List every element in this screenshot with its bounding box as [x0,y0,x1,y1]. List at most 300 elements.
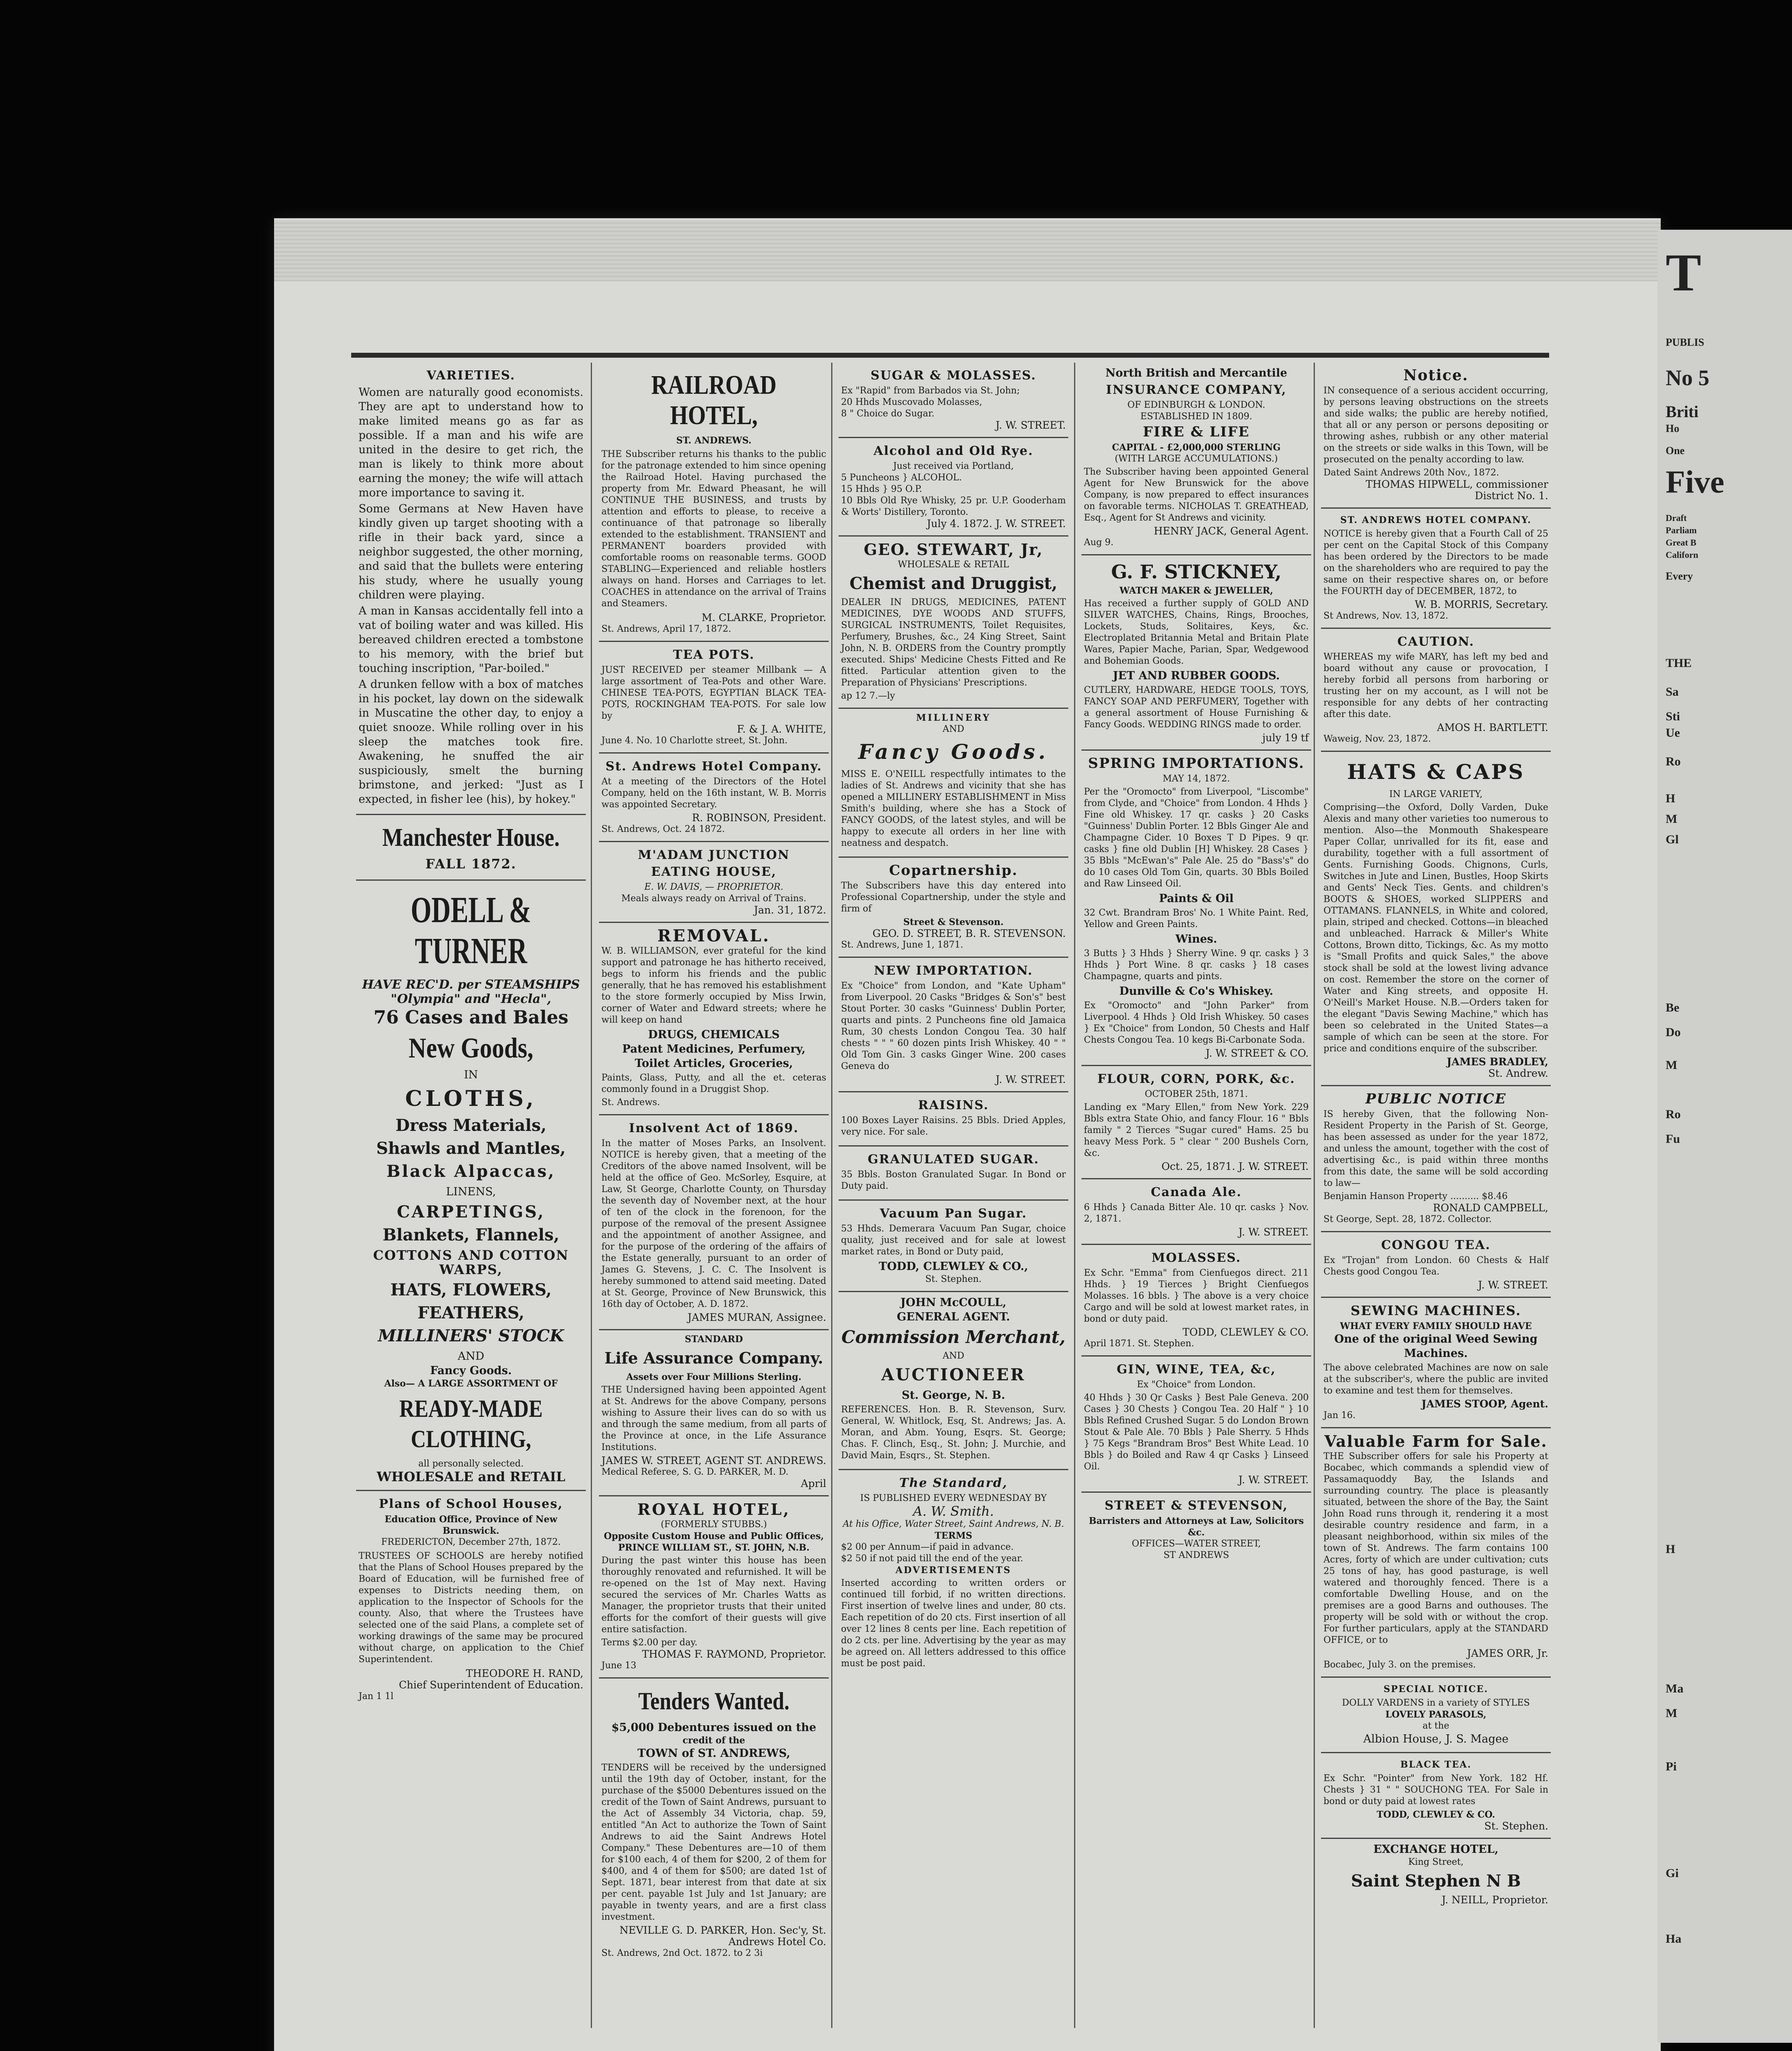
paragraph: THE Subscriber offers for sale his Property at Bocabec, which commands a splendid view of Passamaquoddy Bay, the Islands and surrounding country. The place is pleasantly situated, between the shore of the Bay, the Saint John Road runs through it, rendering it a most desirable country residence and farm, in a pleasant neighborhood, within six miles of the town of St. Andrews. The farm contains 100 Acres, forty of which are under cultivation; cuts 25 tons of hay, has good pasturage, is well watered and thoroughly fenced. There is a comfortable Dwelling House, and on the premises are a good Barns and outhouses. The property will be sold with or without the crop. For further particulars, apply at the STANDARD OFFICE, or to [1323,1451,1548,1645]
signature: St. Andrew. [1488,1067,1548,1079]
ad-line: FEATHERS, [417,1303,525,1322]
paragraph: Paints, Glass, Putty, and all the et. ceteras commonly found in a Druggist Shop. [601,1073,826,1094]
black-tea-ad [1321,1753,1551,1839]
ad-line: A. W. Smith. [913,1503,994,1519]
signature: J. W. STREET. [995,1073,1066,1085]
paragraph: 40 Hhds } 30 Qr Casks } Best Pale Geneva. 200 Cases } 30 Chests } Congou Tea. 20 Half " } 10 Bbls Refined Crushed Sugar. 5 do London Brown Stout & Pale Ale. 70 Bbls } Pale Sherry. 5 Hhds } 75 Kegs "Brandram Bros" Best White Lead. 10 Bbls } do Boiled and Raw 4 qr Casks } Linseed Oil. [1084,1393,1309,1472]
ad-line: One of the original Weed Sewing Machines. [1334,1333,1538,1360]
ad-line: Albion House, J. S. Magee [1363,1733,1509,1745]
ad-title: FLOUR, CORN, PORK, &c. [1097,1072,1296,1086]
ad-dateline: St. Andrews, Oct. 24 1872. [601,824,725,834]
ad-line: TERMS [935,1530,972,1541]
right-page-fragment: THE [1666,656,1692,670]
ad-line: CARPETINGS, [397,1202,545,1222]
ad-title: NEW IMPORTATION. [874,964,1033,978]
ad-title: St. Andrews Hotel Company. [606,759,822,774]
ad-title: RAILROAD HOTEL, [651,370,777,430]
paragraph: 3 Butts } 3 Hhds } Sherry Wine. 9 qr. casks } 3 Hhds } Port Wine. 8 qr. casks } 18 cases Champagne, quarts and pints. [1084,948,1309,982]
paragraph: NOTICE is hereby given that a Fourth Call of 25 per cent on the Capital Stock of this Company has been ordered by the Directors to be made on the shareholders who are required to pay the same on their respective shares on, or before the FOURTH day of DECEMBER, 1872, to [1323,529,1548,596]
page-edge [274,220,1661,281]
ad-line: LINENS, [446,1185,496,1198]
ad-line: North British and Mercantile [1105,367,1287,379]
hats-caps-ad [1321,752,1551,1086]
right-page-fragment: Ma [1666,1682,1684,1695]
paragraph: WHEREAS my wife MARY, has left my bed and board without any cause or provocation, I hereby forbid all persons from harboring or trusting her on my account, as I will not be responsible for any debts of her contracting after this date. [1323,652,1548,719]
ad-line: Shawls and Mantles, [376,1139,566,1158]
ad-line: Toilet Articles, Groceries, [635,1057,793,1070]
masthead-rule [351,353,1549,358]
ad-title: SEWING MACHINES. [1351,1303,1521,1318]
paragraph: Landing ex "Mary Ellen," from New York. 229 Bbls extra State Ohio, and fancy Flour. 16 " Bbls family " 2 Tierces "Sugar cured" Hams. 25 bu heavy Mess Pork. 5 " clear " 200 Bushels Corn, &c. [1084,1102,1309,1158]
ad-line: READY-MADE CLOTHING, [399,1395,543,1453]
life-assurance-ad [599,1330,829,1496]
paragraph: Has received a further supply of GOLD AND SILVER WATCHES, Chains, Rings, Brooches, Lockets, Studs, Solitaires, Keys, &c. Electroplated Britannia Metal and Britain Plate Wares, Papier Mache, Parian, Spar, Wedgewood and Bohemian Goods. [1084,598,1309,666]
right-page-fragment: Sti [1666,710,1680,723]
removal-ad [599,923,829,1115]
paragraph: CUTLERY, HARDWARE, HEDGE TOOLS, TOYS, FANCY SOAP AND PERFUMERY, Together with a general assortment of House Furnishing & Fancy Goods. WEDDING RINGS made to order. [1084,685,1309,730]
paragraph: Ex Schr. "Emma" from Cienfuegos direct. 211 Hhds. } 19 Tierces } Bright Cienfuegos Molasses. 16 bbls. } The above is a very choice Cargo and will be sold at lowest market rates, in bond or duty paid. [1084,1268,1309,1324]
signature: W. B. MORRIS, Secretary. [1415,598,1548,610]
paragraph: Ex "Trojan" from London. 60 Chests & Half Chests good Congou Tea. [1323,1255,1548,1277]
paragraph: The Subscriber having been appointed General Agent for New Brunswick for the above Company, is now prepared to effect insurances on favorable terms. NICHOLAS T. GREATHEAD, Esq., Agent for St Andrews and vicinity. [1084,467,1309,523]
adjacent-page [1657,230,1792,2043]
ad-title: RAISINS. [918,1098,989,1112]
ad-subtitle: (FORMERLY STUBBS.) [661,1519,767,1530]
paragraph: 53 Hhds. Demerara Vacuum Pan Sugar, choice quality, just received and for sale at lowest market rates, in Bond or Duty paid, [841,1224,1066,1257]
ad-dateline: St. Andrews. [601,1097,660,1108]
ad-subtitle: IN LARGE VARIETY, [1389,789,1483,799]
signature: R. ROBINSON, President. [692,812,826,824]
paragraph: During the past winter this house has been thoroughly renovated and refurnished. It will be re-opened on the 1st of May next. Having secured the services of Mr. Charles Watts as Manager, the proprietor trusts that their united efforts for the comfort of their guests will give entire satisfaction. [601,1555,826,1635]
ad-line: ESTABLISHED IN 1809. [1140,411,1253,422]
ad-line: HAVE REC'D. per STEAMSHIPS [362,978,580,992]
ad-title: GEO. STEWART, Jr, [864,540,1043,559]
signature: Oct. 25, 1871. J. W. STREET. [1161,1160,1309,1172]
ad-line: credit of the [682,1735,745,1746]
spring-importations-ad [1081,751,1311,1066]
millinery-ad [839,709,1068,858]
column-3 [839,363,1068,2028]
manchester-house-ad [356,815,586,881]
right-page-fragment: Be [1666,1001,1680,1014]
ad-dateline: June 13 [601,1660,637,1671]
ad-dateline: Waweig, Nov. 23, 1872. [1323,734,1431,744]
ad-line: Paints & Oil [1159,892,1234,905]
copartnership-notice [839,858,1068,958]
ad-title: Valuable Farm for Sale. [1324,1432,1547,1450]
ad-dateline: June 4. No. 10 Charlotte street, St. John. [601,735,788,746]
ad-title: Tenders Wanted. [638,1688,790,1715]
ad-dateline: Bocabec, July 3. on the premises. [1323,1660,1476,1670]
signature: JAMES ORR, Jr. [1467,1647,1548,1659]
ad-dateline: St. Andrews, June 1, 1871. [841,940,963,950]
hotel-company-notice [599,754,829,842]
ad-line: ADVERTISEMENTS [895,1565,1012,1576]
column-1 [356,363,586,2028]
ad-line: TOWN of ST. ANDREWS, [637,1747,791,1760]
right-page-fragment: Five [1666,464,1724,500]
ad-dateline: St. Andrews, April 17, 1872. [601,624,731,634]
paragraph: 6 Hhds } Canada Bitter Ale. 10 qr. casks } Nov. 2, 1871. [1084,1202,1309,1224]
right-page-fragment: M [1666,1058,1678,1072]
paragraph: A drunken fellow with a box of matches in his pocket, lay down on the sidewalk in Muscatine the other day, to enjoy a quiet snooze. While rolling over in his sleep the matches took fire. Awakening, he snuffed the air suspiciously, smelt the burning brimstone, and jerked: "Just as I expected, in fisher lee (his), by hokey." [359,678,583,806]
ad-dateline: April 1871. St. Stephen. [1084,1338,1194,1349]
ad-line: FIRE & LIFE [1143,424,1250,440]
ad-line: MILLINERY [916,713,991,723]
ad-subtitle: Ex "Choice" from London. [1137,1380,1256,1390]
vacuum-pan-sugar-ad [839,1201,1068,1292]
ad-line: $2 50 if not paid till the end of the year. [841,1553,1023,1564]
ad-title: Plans of School Houses, [379,1497,563,1511]
section-heading: VARIETIES. [426,368,516,383]
ad-subtitle: Education Office, Province of New Brunswick. [384,1514,558,1536]
paragraph: JUST RECEIVED per steamer Millbank — A large assortment of Tea-Pots and other Ware. CHINESE TEA-POTS, EGYPTIAN BLACK TEA-POTS, ROCKINGHAM TEA-POTS. For sale low by [601,665,826,721]
ad-line: LOVELY PARASOLS, [1385,1709,1487,1720]
right-page-fragment: Fu [1666,1132,1680,1146]
right-page-fragment: Every [1666,570,1693,582]
ad-line: OFFICES—WATER STREET, [1131,1539,1261,1549]
signature: NEVILLE G. D. PARKER, Hon. Sec'y, St. Andrews Hotel Co. [619,1924,826,1948]
ad-line: AND [942,724,965,734]
signature: TODD, CLEWLEY & CO. [1182,1326,1309,1338]
ad-dateline: Dated Saint Andrews 20th Nov., 1872. [1323,468,1499,478]
caution-notice [1321,629,1551,752]
ad-line: IN [464,1069,478,1081]
ad-dateline: St Andrews, Nov. 13, 1872. [1323,611,1448,621]
ad-line: CAPITAL - £2,000,000 STERLING [1112,442,1281,453]
ad-title: REMOVAL. [657,926,770,946]
ad-title: SPRING IMPORTATIONS. [1088,755,1305,772]
right-page-fragment: Ue [1666,726,1680,740]
ad-line: Dress Materials, [395,1116,547,1135]
ad-line: Opposite Custom House and Public Offices, PRINCE WILLIAM ST., ST. JOHN, N.B. [603,1531,824,1553]
ad-title: Insolvent Act of 1869. [629,1121,799,1135]
right-page-fragment: M [1666,1706,1678,1720]
right-page-fragment: Ro [1666,755,1681,768]
ad-dateline: April [801,1478,826,1489]
ad-line: At his Office, Water Street, Saint Andrews, N. B. [843,1519,1064,1529]
insolvent-act-notice [599,1115,829,1330]
paragraph: 35 Bbls. Boston Granulated Sugar. In Bond or Duty paid. [841,1169,1066,1191]
right-page-fragment: Californ [1666,550,1698,560]
paragraph: THE Undersigned having been appointed Agent at St. Andrews for the above Company, persons wishing to Assure their lives can do so with us and through the same medium, from all parts of the Province at once, in the Life Assurance Institutions. [601,1385,826,1453]
ad-title: ODELL & TURNER [411,890,531,971]
signature: St. Stephen. [925,1274,982,1284]
paragraph: Per the "Oromocto" from Liverpool, "Liscombe" from Clyde, and "Choice" from London. 4 Hhds } Fine old Whiskey. 17 qr. casks } 20 Casks "Guinness' Dublin Porter. 12 Bbls Ginger Ale and Champagne Cider. 10 Boxes T D Pipes. 9 qr. casks } fine old Dublin [H] Whiskey. 28 Cases } 35 Bbls "McEwan's" Pale Ale. 25 do "Bass's" do do 10 cases Old Tom Gin, quarts. 30 Bbls Boiled and Raw Linseed Oil. [1084,787,1309,889]
paragraph: Ex "Oromocto" and "John Parker" from Liverpool. 4 Hhds } Old Irish Whiskey. 50 cases } Ex "Choice" from London, 50 Chests and Half Chests Congou Tea. 10 kegs Bi-Carbonate Soda. [1084,1000,1309,1045]
ad-title: Fancy Goods. [858,740,1049,764]
column-rule [591,363,592,2028]
ad-date: FREDERICTON, December 27th, 1872. [381,1537,561,1547]
right-page-fragment: H [1666,792,1675,805]
railroad-hotel-ad [599,363,829,642]
signature: July 4. 1872. J. W. STREET. [927,518,1066,530]
street-stevenson-card [1081,1493,1311,1567]
signature: JAMES BRADLEY, [1447,1056,1548,1068]
ad-line: Also— A LARGE ASSORTMENT OF [384,1378,558,1389]
signature: AMOS H. BARTLETT. [1437,722,1548,733]
paragraph: REFERENCES. Hon. B. R. Stevenson, Surv. General, W. Whitlock, Esq, St. Andrews; Jas. A. Moran, and Abm. Young, Esqrs. St. George; Chas. F. Clinch, Esq., St. John; J. Murchie, and David Main, Esqrs., St. Stephen. [841,1405,1066,1461]
ad-title: Manchester House. [382,824,560,852]
signature: JAMES MURAN, Assignee. [687,1311,826,1323]
paragraph: 100 Boxes Layer Raisins. 25 Bbls. Dried Apples, very nice. For sale. [841,1115,1066,1137]
ad-title: INSURANCE COMPANY, [1106,383,1287,397]
signature: M. CLARKE, Proprietor. [702,612,826,624]
signature: RONALD CAMPBELL, [1433,1202,1548,1214]
varieties-section [356,363,586,815]
ad-line: COTTONS AND COTTON WARPS, [373,1247,569,1277]
ad-line: 20 Hhds Muscovado Molasses, [841,397,982,407]
right-page-fragment: Ha [1666,1932,1682,1946]
signature: J. W. STREET. [1478,1279,1548,1291]
ad-line: AUCTIONEER [881,1365,1026,1384]
standard-publisher-box [839,1470,1068,1677]
ad-line: Dunville & Co's Whiskey. [1119,985,1273,998]
flour-corn-ad [1081,1066,1311,1179]
junction-eating-house-ad [599,842,829,923]
ad-title: Saint Stephen N B [1351,1871,1521,1891]
signature: St. Stephen. [1484,1820,1548,1832]
ad-line: Black Alpaccas, [386,1162,556,1181]
paragraph: A man in Kansas accidentally fell into a vat of boiling water and was killed. His bereaved children erected a tombstone to his memory, with the brief but touching inscription, "Par-boiled." [359,605,583,675]
ad-line: Medical Referee, S. G. D. PARKER, M. D. [601,1467,789,1477]
public-notice [1321,1086,1551,1232]
ad-title: BLACK TEA. [1400,1759,1472,1770]
right-page-fragment: M [1666,812,1678,826]
ad-line: 8 " Choice do Sugar. [841,409,935,419]
signature: JAMES W. STREET, AGENT ST. ANDREWS. [601,1455,826,1466]
ad-line: WHAT EVERY FAMILY SHOULD HAVE [1340,1321,1532,1332]
alcohol-rye-ad [839,438,1068,537]
paragraph: W. B. WILLIAMSON, ever grateful for the kind support and patronage he has hitherto received, begs to inform his friends and the public generally, that he has removed his establishment to the store formerly occupied by Miss Irwin, corner of Water and Edward streets; where he will keep on hand [601,946,826,1025]
signature: J. W. STREET & CO. [1205,1047,1309,1059]
ad-subtitle: WATCH MAKER & JEWELLER, [1119,585,1273,596]
ad-line: 76 Cases and Bales [373,1007,569,1028]
ad-dateline: St George, Sept. 28, 1872. Collector. [1323,1214,1492,1224]
ad-line: HATS, FLOWERS, [390,1280,552,1300]
ad-title: ST. ANDREWS HOTEL COMPANY. [1340,515,1532,525]
column-rule [831,363,832,2028]
ad-title: Copartnership. [889,862,1018,879]
ad-title: MOLASSES. [1151,1251,1241,1265]
right-page-fragment: Do [1666,1026,1681,1039]
north-british-insurance-ad [1081,363,1311,555]
ad-line: Fancy Goods. [430,1364,512,1377]
column-5 [1321,363,1551,2028]
right-page-fragment: Sa [1666,685,1679,699]
signature: HENRY JACK, General Agent. [1154,525,1309,537]
ad-line: 10 Bbls Old Rye Whisky, 25 pr. U.P. Gooderham & Worts' Distillery, Toronto. [841,496,1066,517]
ad-line: 5 Puncheons } ALCOHOL. [841,473,962,483]
sewing-machines-ad [1321,1298,1551,1428]
ad-line: DOLLY VARDENS in a variety of STYLES [1342,1698,1530,1708]
ad-line: AND [942,1351,965,1361]
column-rule [1314,363,1315,2028]
right-page-fragment: One [1666,445,1685,457]
column-4 [1081,363,1311,2028]
ad-line: 15 Hhds } 95 O.P. [841,484,922,494]
ad-line: Street & Stevenson. [903,917,1004,927]
farm-for-sale-ad [1321,1428,1551,1678]
ad-line: $5,000 Debentures issued on the [611,1721,816,1734]
ad-title: GIN, WINE, TEA, &c, [1116,1362,1276,1377]
gin-wine-tea-ad [1081,1357,1311,1493]
signature: THOMAS HIPWELL, commissioner District No. 1. [1365,478,1548,502]
ad-line: $2 00 per Annum—if paid in advance. [841,1542,1014,1552]
ad-title: STREET & STEVENSON, [1104,1498,1288,1513]
ad-title: M'ADAM JUNCTION [638,848,790,862]
ad-title: Life Assurance Company. [604,1349,823,1367]
ad-subtitle: WHOLESALE & RETAIL [898,560,1009,570]
sugar-molasses-ad [839,363,1068,438]
ad-title: Notice. [1403,367,1469,384]
ad-line: Ex "Rapid" from Barbados via St. John; [841,386,1020,396]
ad-line: DRUGS, CHEMICALS [648,1028,780,1041]
ad-title: GRANULATED SUGAR. [868,1152,1039,1167]
signature: F. & J. A. WHITE, [737,723,826,735]
paragraph: The Subscribers have this day entered into Professional Copartnership, under the style and firm of [841,881,1066,914]
ad-title: TEA POTS. [673,648,755,662]
signature: TODD, CLEWLEY & CO., [879,1260,1028,1273]
signature: THOMAS F. RAYMOND, Proprietor. [642,1648,826,1660]
right-page-fragment: Great B [1666,537,1696,548]
ad-line: Blankets, Flannels, [382,1225,560,1245]
school-plans-notice [356,1491,586,1708]
ad-title: G. F. STICKNEY, [1111,561,1282,583]
ad-subtitle: Barristers and Attorneys at Law, Solicitors &c. [1088,1516,1304,1538]
paragraph: The above celebrated Machines are now on sale at the subscriber's, where the public are invited to examine and test them for themselves. [1323,1363,1548,1396]
paragraph: 32 Cwt. Brandram Bros' No. 1 White Paint. Red, Yellow and Green Paints. [1084,908,1309,930]
ad-line: JET AND RUBBER GOODS. [1113,669,1280,682]
tea-pots-ad [599,642,829,754]
right-page-fragment: Briti [1666,402,1698,421]
congou-tea-ad [1321,1232,1551,1298]
ad-line: Chemist and Druggist, [849,574,1058,593]
ad-subtitle: Assets over Four Millions Sterling. [626,1372,802,1382]
signature: TODD, CLEWLEY & CO. [1376,1809,1495,1820]
ad-line: King Street, [1408,1857,1464,1867]
signature: GEO. D. STREET, B. R. STEVENSON. [872,927,1066,939]
ad-title: PUBLIC NOTICE [1365,1091,1506,1107]
ad-line: ST ANDREWS [1163,1550,1229,1560]
paragraph: Comprising—the Oxford, Dolly Varden, Duke Alexis and many other varieties too numerous to mention. Also—the Monmouth Shakespeare Paper Collar, unrivalled for its fit, ease and durability, together with a full assortment of Gents. Furnishing Goods. Chignons, Curls, Switches in Jute and Linen, Bustles, Hoop Skirts and Gents' Neck Ties. Gents. and children's BOOTS & SHOES, worked SLIPPERS and OTTAMANS. FLANNELS, in White and colored, plain, striped and checked. Cottons—in bleached and unbleached. Harrack & Miller's White Cottons, Brown ditto, Tickings, &c. As my motto is "Small Profits and quick Sales," the above stock shall be sold at the lowest living advance on cost. Remember the store on the corner of Water and King streets, and opposite H. O'Neill's Market House. N.B.—Orders taken for the elegant "Davis Sewing Machine," which has been so celebrated in the United States—a sample of which can be seen at the store. For price and conditions enquire of the subscriber. [1323,802,1548,1054]
ad-dateline: ap 12 7.—ly [841,691,895,701]
ad-title: Vacuum Pan Sugar. [880,1206,1027,1221]
ad-line: WHOLESALE and RETAIL [377,1469,565,1485]
paragraph: TENDERS will be received by the undersigned until the 19th day of October, instant, for the purchase of the $5000 Debentures issued on the credit of the Town of Saint Andrews, pursuant to the Act of Assembly 34 Victoria, chap. 59, entitled "An Act to authorize the Town of Saint Andrews to aid the Saint Andrews Hotel Company." These Debentures are—10 of them for $100 each, 4 of them for $200, 2 of them for $400, and 4 of them for $500; are dated 1st of Sept. 1871, bear interest from that date at six per cent. payable 1st July and 1st January; are payable in twenty years, and are a first class investment. [601,1763,826,1922]
molasses-ad [1081,1245,1311,1357]
ad-line: Terms $2.00 per day. [601,1638,697,1648]
paragraph: Inserted according to written orders or continued till forbid, if no written directions. First insertion of twelve lines and under, 80 cts. Each repetition of do 20 cts. First insertion of all over 12 lines 8 cents per line. Each repetition of do 2 cts. per line. Advertising by the year as may be agreed on. All letters addressed to this office must be post paid. [841,1578,1066,1669]
canada-ale-ad [1081,1179,1311,1245]
paragraph: Some Germans at New Haven have kindly given up target shooting with a rifle in their back yard, since a neighbor suggested, the other morning, and said that the bullets were entering his study, where he usually young children were playing. [359,502,583,601]
signature: Chief Superintendent of Education. [399,1679,583,1691]
ad-line: JOHN McCOULL, [900,1296,1007,1309]
right-page-fragment: Ho [1666,423,1680,434]
ad-title: Canada Ale. [1151,1185,1242,1199]
ad-line: at the [1422,1721,1449,1731]
ad-line: Patent Medicines, Perfumery, [622,1043,806,1055]
ad-date: OCTOBER 25th, 1871. [1145,1089,1248,1099]
ad-dateline: july 19 tf [1262,732,1309,744]
ad-line: AND [457,1350,485,1363]
right-page-fragment: Draft [1666,513,1687,523]
ad-line: St. George, N. B. [901,1389,1006,1402]
paragraph: IS hereby Given, that the following Non-Resident Property in the Parish of St. George, has been assessed as under for the year 1872, and unless the amount, together with the cost of advertising &c., is paid within three months from this date, the same will be sold according to law— [1323,1109,1548,1188]
ad-title: Commission Merchant, [841,1327,1065,1347]
right-page-fragment: PUBLIS [1666,336,1704,348]
raisins-ad [839,1092,1068,1147]
ad-line: CLOTHS, [405,1086,537,1111]
royal-hotel-ad [599,1496,829,1679]
ad-line: OF EDINBURGH & LONDON. [1127,400,1265,410]
ad-line: IS PUBLISHED EVERY WEDNESDAY BY [860,1493,1047,1503]
ad-line: STANDARD [685,1334,743,1345]
ad-title: CONGOU TEA. [1381,1238,1491,1252]
special-notice [1321,1678,1551,1753]
paragraph: MISS E. O'NEILL respectfully intimates to the ladies of St. Andrews and vicinity that she has opened a MILLINERY ESTABLISHMENT in Miss Smith's building, where she has a Stock of FANCY GOODS, of the latest styles, and will be happy to execute all orders in her line with neatness and despatch. [841,769,1066,848]
ad-subtitle: ST. ANDREWS. [676,435,752,446]
ad-line: EXCHANGE HOTEL, [1373,1843,1499,1856]
tenders-wanted-ad [599,1679,829,1965]
ad-line: all personally selected. [418,1459,524,1469]
paragraph: Ex "Choice" from London, and "Kate Upham" from Liverpool. 20 Casks "Bridges & Son's" best Stout Porter. 30 casks "Guinness' Dublin Porter, quarts and pints. 2 Puncheons fine old Jamaica Rum, 30 chests London Congou Tea. 30 half chests " " " 60 dozen pints Irish Whiskey. 40 " " Old Tom Gin. 3 casks Ginger Wine. 200 cases Geneva do [841,981,1066,1071]
odell-turner-ad [356,881,586,1491]
signature: J. W. STREET. [1238,1226,1309,1238]
ad-line: Just received via Portland, [893,461,1014,471]
paragraph: TRUSTEES OF SCHOOLS are hereby notified that the Plans of School Houses prepared by the Board of Education, will be furnished free of expenses to Districts needing them, on application to the Inspector of Schools for the county. Also, that where the Trustees have selected one of the said Plans, a complete set of working drawings of the same may be procured without charge, on application to the Chief Superintendent. [359,1551,583,1665]
ad-subtitle: EATING HOUSE, [651,865,777,879]
ad-date: MAY 14, 1872. [1162,774,1230,784]
ad-line: Meals always ready on Arrival of Trains. [621,893,807,904]
stickney-jeweller-ad [1081,555,1311,751]
mccoull-ad [839,1292,1068,1470]
ad-line: New Goods, [408,1032,534,1064]
ad-title: Alcohol and Old Rye. [873,444,1033,458]
street-obstruction-notice [1321,363,1551,509]
ad-line: E. W. DAVIS, — PROPRIETOR. [644,882,784,892]
right-page-fragment: Pi [1666,1760,1677,1773]
paragraph: Ex Schr. "Pointer" from New York. 182 Hf. Chests } 31 " " SOUCHONG TEA. For Sale in bond or duty paid at lowest rates [1323,1773,1548,1807]
ad-dateline: Jan 16. [1323,1410,1356,1421]
ad-title: CAUTION. [1397,635,1474,649]
right-page-fragment: Parliam [1666,525,1697,535]
paragraph: In the matter of Moses Parks, an Insolvent. NOTICE is hereby given, that a meeting of the Creditors of the above named Insolvent, will be held at the office of Geo. McSorley, Esquire, at Law, St George, Charlotte County, on Thursday the seventh day of November next, at the hour of ten of the clock in the forenoon, for the purpose of the removal of the present Assignee and the appointment of another Assignee, and for the purpose of the ordering of the affairs of the Estate generally, pursuant to an order of James G. Stevens, J. C. C. The Insolvent is hereby summoned to attend said meeting. Dated at St. George, Province of New Brunswick, this 16th day of October, A. D. 1872. [601,1138,826,1309]
ad-line: Wines. [1175,933,1217,946]
exchange-hotel-ad [1321,1839,1551,1912]
signature: J. W. STREET. [995,419,1066,431]
signature: THEODORE H. RAND, [466,1667,583,1679]
column-2 [599,363,829,2028]
ad-line: GENERAL AGENT. [897,1311,1010,1323]
assessment-row: Benjamin Hanson Property .......... $8.46 [1323,1191,1508,1201]
new-importation-ad [839,958,1068,1092]
paragraph: THE Subscriber returns his thanks to the public for the patronage extended to him since opening the Railroad Hotel. Having purchased the property from Mr. Edward Pheasant, he will CONTINUE THE BUSINESS, and trusts by attention and efforts to please, to receive a continuance of that patronage so liberally extended to the establishment. TRANSIENT and PERMANENT boarders provided with comfortable rooms on reasonable terms. GOOD STABLING—Experienced and reliable hostlers always on hand. Horses and Carriages to let. COACHES in attendance on the arrival of Trains and Steamers. [601,449,826,609]
ad-line: "Olympia" and "Hecla", [391,992,551,1006]
ad-dateline: St. Andrews, 2nd Oct. 1872. to 2 3i [601,1948,763,1958]
ad-title: HATS & CAPS [1347,760,1525,784]
right-page-fragment: T [1666,243,1701,302]
ad-title: The Standard, [899,1476,1008,1490]
ad-dateline: Aug 9. [1084,537,1114,548]
signature: J. W. STREET. [1238,1474,1309,1486]
ad-line: (WITH LARGE ACCUMULATIONS.) [1115,454,1278,464]
paragraph: Women are naturally good economists. They are apt to understand how to make limited means go as far as possible. If a man and his wife are united in the desire to get rich, the man is likely to think more about earning the money; the wife will attach more importance to saving it. [359,386,583,499]
ad-title: ROYAL HOTEL, [637,1500,791,1519]
hotel-company-call-notice [1321,509,1551,629]
paragraph: At a meeting of the Directors of the Hotel Company, held on the 16th instant, W. B. Morris was appointed Secretary. [601,777,826,810]
column-rule [1074,363,1075,2028]
